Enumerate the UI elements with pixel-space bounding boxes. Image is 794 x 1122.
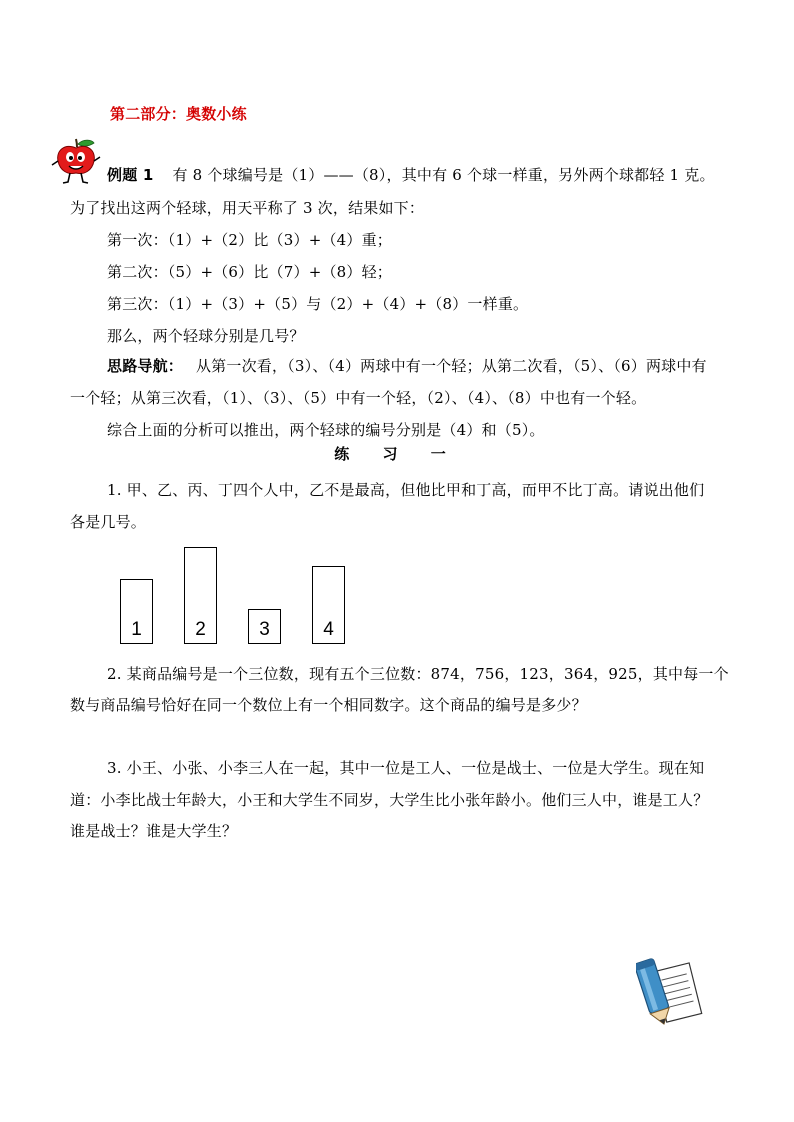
person-box-4 (312, 566, 345, 644)
person-box-number: 1 (131, 619, 142, 640)
person-box-3 (248, 609, 281, 644)
person-box-1 (120, 579, 153, 644)
person-box-number: 3 (259, 619, 270, 640)
solution-line-1 (107, 356, 707, 376)
section-title: 第二部分：奥数小练 (110, 105, 247, 123)
solution-conclusion: 综合上面的分析可以推出，两个轻球的编号分别是（4）和（5）。 (107, 421, 545, 439)
pencil-paper-icon (636, 955, 706, 1030)
q3-line-1: 3. 小王、小张、小李三人在一起，其中一位是工人、一位是战士、一位是大学生。现在知 (107, 759, 705, 777)
trial-1: 第一次：（1）+（2）比（3）+（4）重； (107, 231, 393, 249)
q3-line-3: 谁是战士？谁是大学生？ (70, 822, 238, 840)
solution-label: 思路导航： (107, 357, 184, 375)
q1-line-1: 1. 甲、乙、丙、丁四个人中，乙不是最高，但他比甲和丁高，而甲不比丁高。请说出他们 (107, 481, 705, 499)
q2-line-1: 2. 某商品编号是一个三位数，现有五个三位数：874，756，123，364，925，其中每一个 (107, 665, 729, 683)
example-label: 例题 1 (107, 166, 154, 184)
example-line-1 (107, 165, 715, 185)
exercise-title: 练 习 一 (334, 445, 460, 463)
example-question: 那么，两个轻球分别是几号？ (107, 327, 305, 345)
example-line-2: 为了找出这两个轻球，用天平称了 3 次，结果如下： (70, 199, 425, 217)
trial-2: 第二次：（5）+（6）比（7）+（8）轻； (107, 263, 393, 281)
person-box-number: 2 (195, 619, 206, 640)
q2-line-2: 数与商品编号恰好在同一个数位上有一个相同数字。这个商品的编号是多少？ (70, 696, 587, 714)
solution-text-1: 从第一次看，（3）、（4）两球中有一个轻；从第二次看，（5）、（6）两球中有 (195, 357, 707, 375)
trial-3: 第三次：（1）+（3）+（5）与（2）+（4）+（8）一样重。 (107, 295, 529, 313)
solution-line-2: 一个轻；从第三次看，（1）、（3）、（5）中有一个轻，（2）、（4）、（8）中也有一个轻。 (70, 389, 647, 407)
apple-mascot-icon (50, 135, 102, 187)
q3-line-2: 道：小李比战士年龄大，小王和大学生不同岁，大学生比小张年龄小。他们三人中，谁是工人？ (70, 791, 709, 809)
example-text-1: 有 8 个球编号是（1）——（8），其中有 6 个球一样重，另外两个球都轻 1 克。 (172, 166, 715, 184)
person-box-number: 4 (323, 619, 334, 640)
person-box-2 (184, 547, 217, 644)
q1-line-2: 各是几号。 (70, 513, 147, 531)
